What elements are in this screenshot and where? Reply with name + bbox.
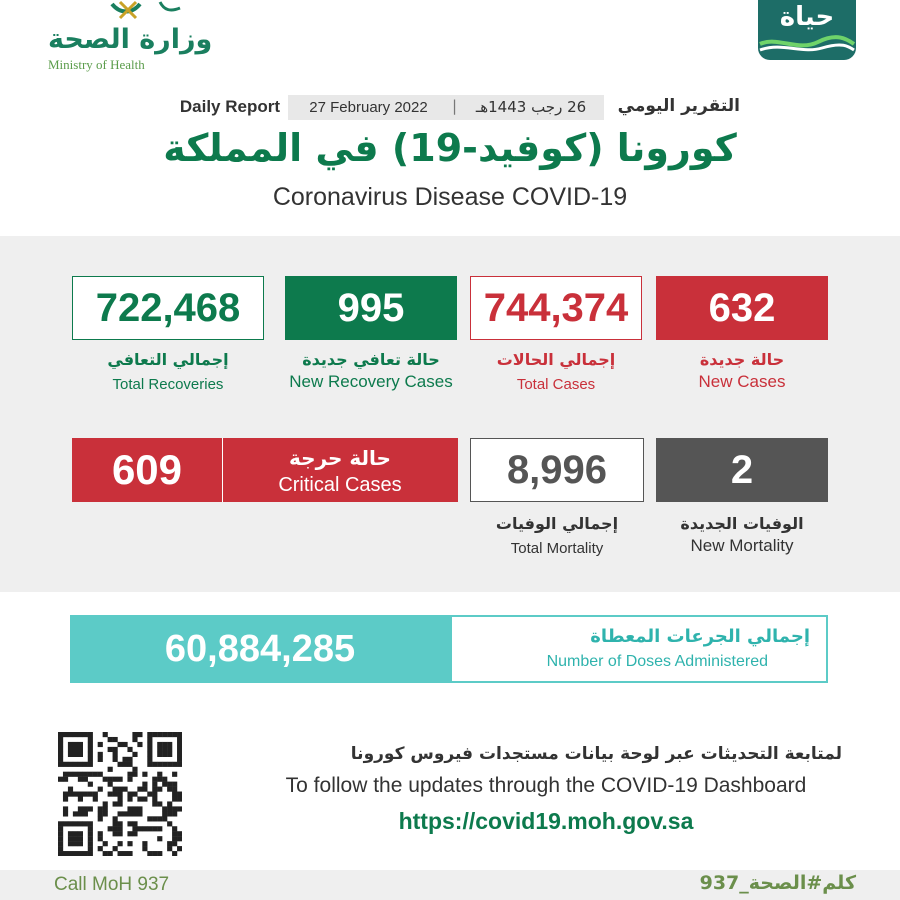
qr-code-icon: [58, 732, 182, 856]
critical-cases-value: 609: [72, 438, 222, 502]
total-recoveries-label-ar: إجمالي التعافي: [107, 350, 229, 369]
report-date-ar: 26 رجب 1443هـ: [475, 98, 587, 116]
new-recovery-label-ar: حالة تعافي جديدة: [302, 350, 440, 369]
main-title-en: Coronavirus Disease COVID-19: [272, 183, 628, 211]
date-separator: |: [452, 97, 458, 115]
new-cases-label-ar: حالة جديدة: [699, 350, 785, 369]
call-moh-text: Call MoH 937: [54, 874, 170, 895]
total-cases-label-en: Total Cases: [516, 376, 596, 393]
doses-value: 60,884,285: [164, 627, 356, 670]
total-mortality-value: 8,996: [470, 438, 644, 502]
new-mortality-label-ar: الوفيات الجديدة: [680, 514, 804, 533]
new-mortality-label-en: New Mortality: [690, 536, 794, 555]
new-recovery-value: 995: [285, 276, 457, 340]
daily-report-label-ar: التقرير اليومي: [617, 96, 740, 116]
dashboard-text-ar: لمتابعة التحديثات عبر لوحة بيانات مستجدات فيروس كورونا: [350, 744, 842, 764]
main-title-ar: كورونا (كوفيد-19) في المملكة: [163, 126, 737, 170]
total-recoveries-label-en: Total Recoveries: [112, 376, 224, 393]
dashboard-text-en: To follow the updates through the COVID-19 Dashboard: [285, 774, 807, 797]
critical-cases-label-ar: حالة حرجة: [289, 446, 391, 470]
moh-name-en: Ministry of Health: [48, 57, 145, 72]
total-recoveries-value: 722,468: [72, 276, 264, 340]
dashboard-link[interactable]: https://covid19.moh.gov.sa: [398, 808, 694, 834]
doses-label-en: Number of Doses Administered: [546, 653, 768, 670]
new-cases-value: 632: [656, 276, 828, 340]
moh-name-ar: وزارة الصحة: [48, 24, 213, 55]
daily-report-label-en: Daily Report: [179, 97, 280, 116]
total-cases-value: 744,374: [470, 276, 642, 340]
new-cases-label-en: New Cases: [698, 372, 786, 391]
report-date-en: 27 February 2022: [309, 99, 428, 116]
hayat-wave-icon: [758, 34, 856, 54]
total-cases-label-ar: إجمالي الحالات: [496, 350, 616, 369]
total-mortality-label-en: Total Mortality: [510, 540, 604, 557]
hayat-logo-text: حياة: [779, 2, 835, 32]
critical-cases-label-en: Critical Cases: [278, 474, 402, 496]
hashtag-text: كلم#الصحة_937: [699, 872, 856, 894]
total-mortality-label-ar: إجمالي الوفيات: [495, 514, 619, 533]
new-recovery-label-en: New Recovery Cases: [289, 372, 453, 391]
doses-label-ar: إجمالي الجرعات المعطاة: [590, 626, 810, 647]
new-mortality-value: 2: [656, 438, 828, 502]
